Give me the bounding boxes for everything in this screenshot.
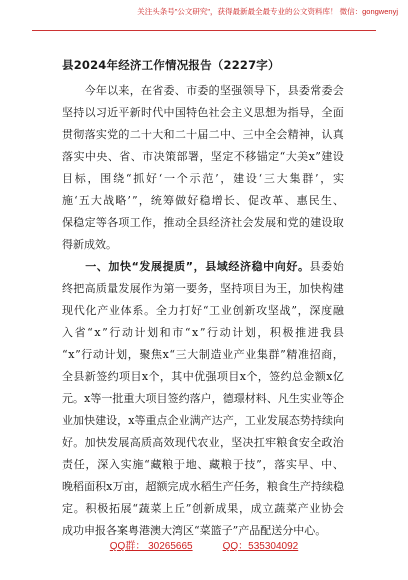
body-line: 终 把 高 质 量 发 展 作 为 第 一 要 务 ， 坚 持 项 目 为 王 ， 加 快 构 建 (62, 282, 344, 295)
footer-contact (0, 537, 408, 552)
header-promo-note: 关注头条号"公文研究"，获得最新最全最专业的公文资料库！ 微信：gongwenyj (137, 7, 398, 16)
body-line: 贯 彻 落 实 党 的 二 十 大 和 二 十 届 二 中 、 三 中 全 会 精 神 ， 认 真 (62, 128, 344, 141)
body-line: 保 稳 定 等 各 项 工 作 ， 推 动 全 县 经 济 社 会 发 展 和 党 的 建 设 取 (62, 216, 344, 229)
body-line (62, 234, 344, 256)
body-line: 一 、 加 快 “ 发 展 提 质 ” ， 县 域 经 济 稳 中 向 好 。 县 委 始 (85, 260, 344, 273)
body-line-text: 成功申报各案粤港澳大湾区“菜篮子”产品配送分中心。 (62, 524, 327, 537)
body-line: 今 年 以 来 ， 在 省 委 、 市 委 的 坚 强 领 导 下 ， 县 委 常 委 会 (84, 84, 344, 97)
body-line: 定 。 积 极 拓 展 “ 蔬 菜 上 丘 ” 创 新 成 果 ， 成 立 蔬 菜 产 业 协 会 (62, 502, 344, 515)
body-line: 现 代 化 产 业 体 系 。 全 力 打 好 “ 工 业 创 新 攻 坚 战 ” ， 深 度 融 (62, 304, 344, 317)
body-line: 落 实 中 央 、 省 、 市 决 策 部 署 ， 坚 定 不 移 锚 定 “ 大 美 x ” 建 设 (62, 150, 344, 163)
body-line: 晚 稻 面 积 x 万 亩 ， 超 额 完 成 水 稻 生 产 任 务 ， 粮 食 生 产 持 续 稳 (62, 480, 344, 493)
document-title: 县2024年经济工作情况报告（2227字） (62, 58, 280, 72)
body-line: 坚 持 以 习 近 平 新 时 代 中 国 特 色 社 会 主 义 思 想 为 指 导 ， 全 面 (62, 106, 344, 119)
body-line: 元 。 x 等 一 批 重 大 项 目 签 约 落 户 ， 德 璟 材 料 、 凡 生 实 业 等 企 (62, 392, 344, 405)
body-line: 目 标 ， 围 绕 “ 抓 好 ‘ 一 个 示 范 ’ ， 建 设 ‘ 三 大 集 群 ’ ， 实 (62, 172, 344, 185)
document-body (62, 80, 344, 542)
body-line: 好 。 加 快 发 展 高 质 高 效 现 代 农 业 ， 坚 决 扛 牢 粮 食 安 全 政 治 (62, 436, 344, 449)
body-line: 入 省 “ x ” 行 动 计 划 和 市 “ x ” 行 动 计 划 ， 积 极 推 进 我 县 (62, 326, 344, 339)
body-line: “ x ” 行 动 计 划 ， 聚 焦 x “ 三 大 制 造 业 产 业 集 群 ” 精 准 招 商 ， (62, 348, 344, 361)
body-line: 施 ‘ 五 大 战 略 ’ ” ， 统 筹 做 好 稳 增 长 、 促 改 革 、 惠 民 生 、 (62, 194, 344, 207)
header-divider (32, 30, 376, 31)
footer-qq-group: QQ群： 30265665 (109, 541, 193, 552)
body-line: 业 加 快 建 设 ， x 等 重 点 企 业 满 产 达 产 ， 工 业 发 展 态 势 持 续 向 (62, 414, 344, 427)
body-line: 责 任 ， 深 入 实 施 “ 藏 粮 于 地 、 藏 粮 于 技 ” ， 落 实 早 、 中 、 (62, 458, 344, 471)
body-line-text: 得新成效。 (62, 238, 117, 251)
footer-qq: QQ：535304092 (222, 541, 299, 552)
body-line: 全 县 新 签 约 项 目 x 个 ， 其 中 优 强 项 目 x 个 ， 签 约 总 金 额 x 亿 (62, 370, 344, 383)
